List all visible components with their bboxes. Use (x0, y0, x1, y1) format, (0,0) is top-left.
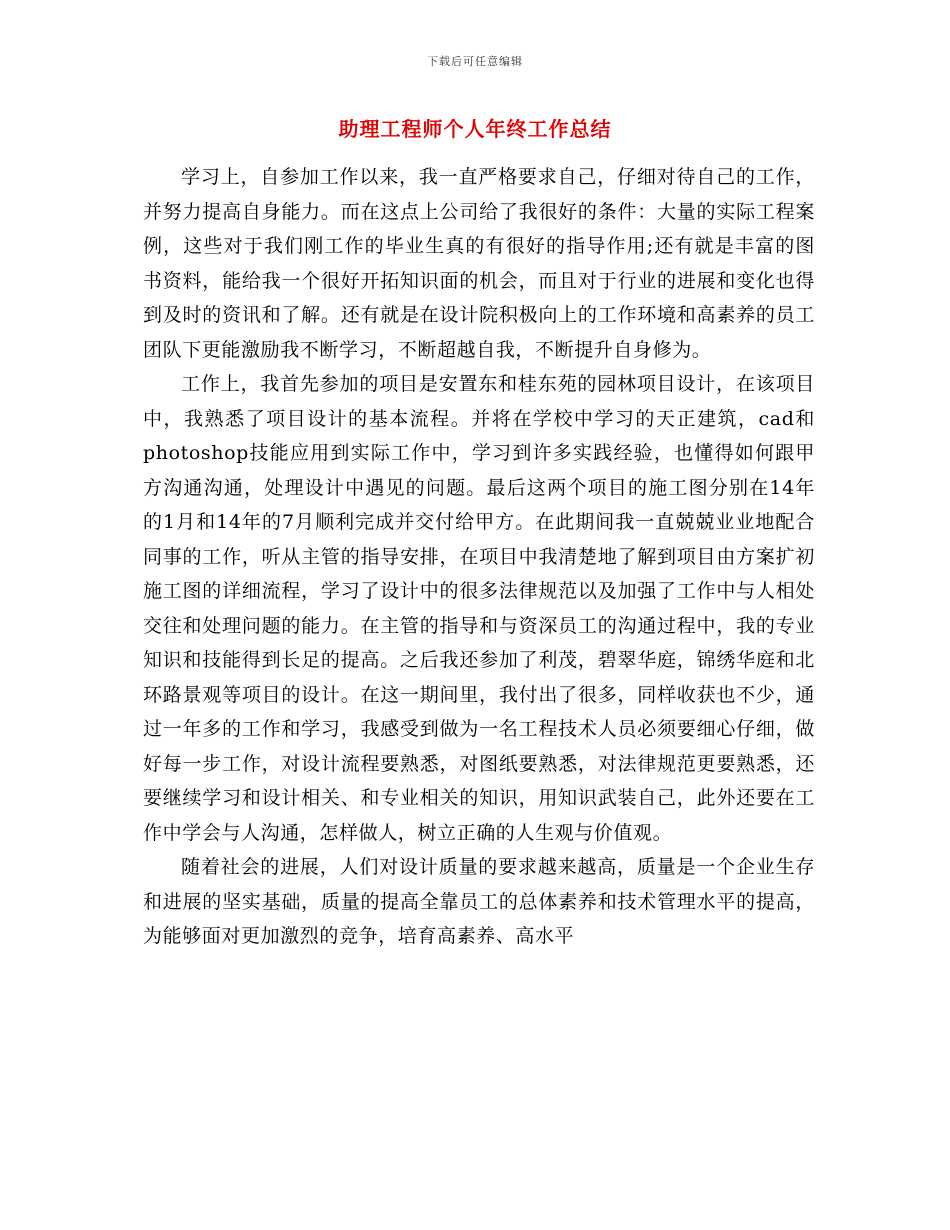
document-body (143, 160, 815, 954)
paragraph-study: 学习上，自参加工作以来，我一直严格要求自己，仔细对待自己的工作，并努力提高自身能力。而在这点上公司给了我很好的条件：大量的实际工程案例，这些对于我们刚工作的毕业生真的有很好的指导作用;还有就是丰富的图书资料，能给我一个很好开拓知识面的机会，而且对于行业的进展和变化也得到及时的资讯和了解。还有就是在设计院积极向上的工作环境和高素养的员工团队下更能激励我不断学习，不断超越自我，不断提升自身修为。 (143, 166, 815, 361)
header-note: 下载后可任意编辑 (427, 55, 523, 68)
paragraph-quality: 随着社会的进展，人们对设计质量的要求越来越高，质量是一个企业生存和进展的坚实基础，质量的提高全靠员工的总体素养和技术管理水平的提高，为能够面对更加激烈的竞争，培育高素养、高水平 (143, 856, 815, 947)
document-title: 助理工程师个人年终工作总结 (338, 117, 612, 141)
paragraph-work: 工作上，我首先参加的项目是安置东和桂东苑的园林项目设计，在该项目中，我熟悉了项目设计的基本流程。并将在学校中学习的天正建筑，cad和photoshop技能应用到实际工作中，学习到许多实践经验，也懂得如何跟甲方沟通沟通，处理设计中遇见的问题。最后这两个项目的施工图分别在14年的1月和14年的7月顺利完成并交付给甲方。在此期间我一直兢兢业业地配合同事的工作，听从主管的指导安排，在项目中我清楚地了解到项目由方案扩初施工图的详细流程，学习了设计中的很多法律规范以及加强了工作中与人相处交往和处理问题的能力。在主管的指导和与资深员工的沟通过程中，我的专业知识和技能得到长足的提高。之后我还参加了利茂，碧翠华庭，锦绣华庭和北环路景观等项目的设计。在这一期间里，我付出了很多，同样收获也不少，通过一年多的工作和学习，我感受到做为一名工程技术人员必须要细心仔细，做好每一步工作，对设计流程要熟悉，对图纸要熟悉，对法律规范更要熟悉，还要继续学习和设计相关、和专业相关的知识，用知识武装自己，此外还要在工作中学会与人沟通，怎样做人，树立正确的人生观与价值观。 (143, 373, 815, 844)
